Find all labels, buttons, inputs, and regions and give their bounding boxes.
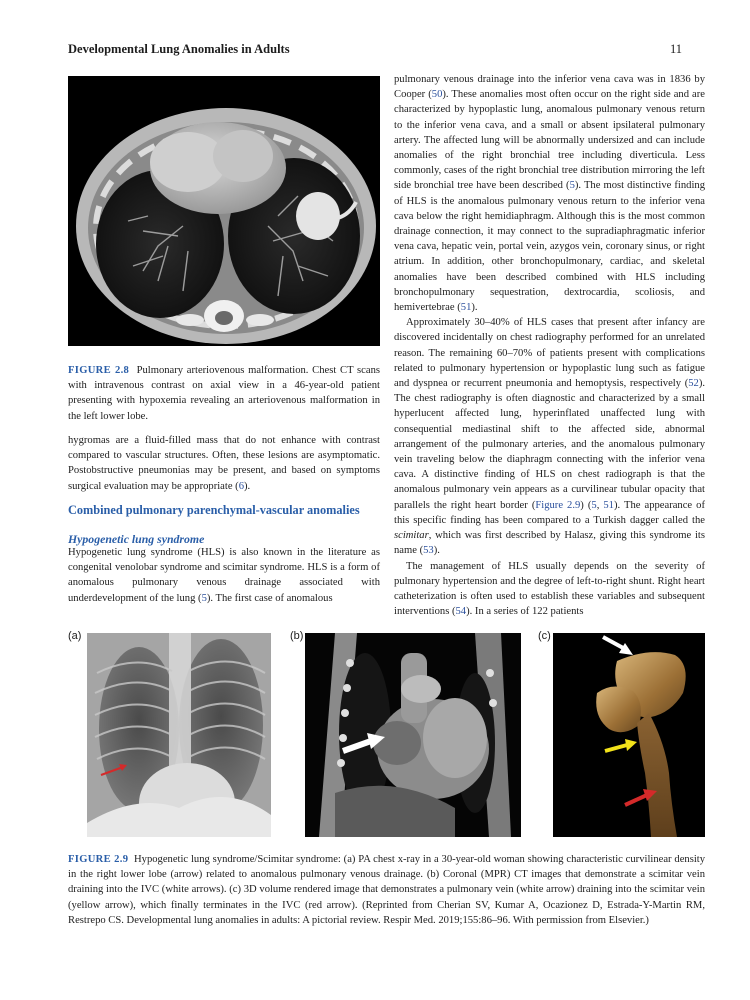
paragraph-hls-intro: Hypogenetic lung syndrome (HLS) is also known in the literature as congenital venolobar syndrome and scimitar syndrome. HLS is a form of anomalous pulmonary venous drainage associated with underdevelopment of the lung (5). The first case of anomalous [68, 547, 380, 604]
ref-link[interactable]: 5 [591, 499, 597, 511]
ref-link[interactable]: 50 [431, 89, 443, 101]
panel-label-c: (c) [538, 630, 551, 642]
running-title: Developmental Lung Anomalies in Adults [68, 42, 290, 56]
figure-link[interactable]: Figure 2.9 [535, 499, 581, 511]
ref-link[interactable]: 52 [688, 378, 699, 390]
figure-2-8-label: FIGURE 2.8 [68, 365, 130, 376]
figure-2-8-caption [68, 363, 380, 424]
figure-2-9-label: FIGURE 2.9 [68, 854, 129, 865]
panel-label-a: (a) [68, 630, 82, 642]
figure-2-9-caption [68, 852, 705, 928]
paragraph-hygromas: hygromas are a fluid-filled mass that do not enhance with contrast compared to vascular structures. Often, these lesions are asymptomatic. Postobstructive pneumonias may be present, and based on symptoms surgical evaluation may be appropriate (6). [68, 435, 380, 492]
section-heading: Combined pulmonary parenchymal-vascular anomalies [68, 503, 360, 517]
ref-link[interactable]: 5 [569, 180, 575, 192]
paragraph-management: The management of HLS usually depends on the severity of pulmonary hypertension and the degree of left-to-right shunt. Right heart catheterization is often used to establish these variables and subsequent interventions (54). In a series of 122 patients [394, 560, 705, 618]
left-column [68, 433, 380, 494]
figure-2-9a-chest-xray [87, 633, 271, 837]
right-column [394, 72, 705, 619]
figure-2-9-caption-text: Hypogenetic lung syndrome/Scimitar syndrome: (a) PA chest x-ray in a 30-year-old woman showing characteristic curvilinear density in the right lower lobe (arrow) related to anomalous pulmonary venous drainage. (b) Coronal (MPR) CT images that demonstrate a scimitar vein draining into the IVC (white arrows). (c) 3D volume rendered image that demonstrates a pulmonary vein (white arrow) draining into the scimitar vein (yellow arrow), which finally terminates in the IVC (red arrow). (Reprinted from Cherian SV, Kumar A, Ocazionez D, Estrada-Y-Martin RM, Restrepo CS. Developmental lung anomalies in adults: A pictorial review. Respir Med. 2019;155:86–96. With permission from Elsevier.) [68, 854, 706, 926]
ref-link[interactable]: 51 [460, 302, 472, 314]
figure-2-8-ct-image [68, 76, 380, 346]
ref-link[interactable]: 51 [603, 499, 614, 511]
paragraph-cooper: pulmonary venous drainage into the inferior vena cava was in 1836 by Cooper (50). These anomalies most often occur on the right side and are characterized by hypoplastic lung, anomalous pulmonary venous return to the inferior vena cava, and a small or absent ipsilateral pulmonary artery. The affected lung will be abnormally undersized and can include anomalies of the right bronchial tree including diverticula. Less commonly, cases of the right bronchial tree distribution mirroring the left side bronchial tree have been described (5). The most distinctive finding of HLS is the anomalous pulmonary venous return to the inferior vena cava below the right hemidiaphragm. Although this is the most common drainage connection, it may connect to the supradiaphragmatic inferior vena cava, hepatic vein, portal vein, azygos vein, coronary sinus, or right atrium. In addition, other bronchopulmonary, cardiac, and skeletal anomalies have been described combined with HLS including bronchopulmonary sequestration, dextrocardia, scoliosis, and hemivertebrae (51). [394, 74, 706, 314]
paragraph-presentation: Approximately 30–40% of HLS cases that present after infancy are discovered incidentally on chest radiography performed for an unrelated reason. The remaining 60–70% of patients present with complications related to pulmonary hypertension or hypoplastic lung such as fatigue and dyspnea or recurrent pneumonia and hemoptysis, respectively (52). The chest radiography is often diagnostic and characterized by a small hyperlucent affected lung, hyperinflated unaffected lung with consequential mediastinal shift to the affected side, abnormal arrangement of the pulmonary arteries, and the anomalous pulmonary vein traveling below the diaphragm connecting with the inferior vena cava. A distinctive finding of HLS on chest radiograph is that the anomalous pulmonary vein appears as a curvilinear tubular opacity that parallels the right heart border (Figure 2.9) (5, 51). The appearance of this specific finding has been compared to a Turkish dagger called the scimitar, which was first described by Halasz, giving this syndrome its name (53). [394, 317, 705, 557]
figure-2-9c-3d-volume-render [553, 633, 705, 837]
ref-link[interactable]: 5 [201, 592, 207, 604]
subsection-heading: Hypogenetic lung syndrome [68, 532, 205, 546]
figure-2-8-caption-text: Pulmonary arteriovenous malformation. Chest CT scans with intravenous contrast on axial view in a 46-year-old patient presenting with hypoxemia revealing an arteriovenous malformation in the left lower lobe. [68, 365, 381, 422]
ref-link[interactable]: 53 [423, 545, 434, 557]
ref-link[interactable]: 54 [455, 606, 467, 618]
panel-label-b: (b) [290, 630, 304, 642]
figure-2-9b-coronal-ct [305, 633, 521, 837]
page-number: 11 [669, 42, 682, 56]
ref-link[interactable]: 6 [238, 480, 245, 492]
left-column-hls [68, 545, 380, 606]
